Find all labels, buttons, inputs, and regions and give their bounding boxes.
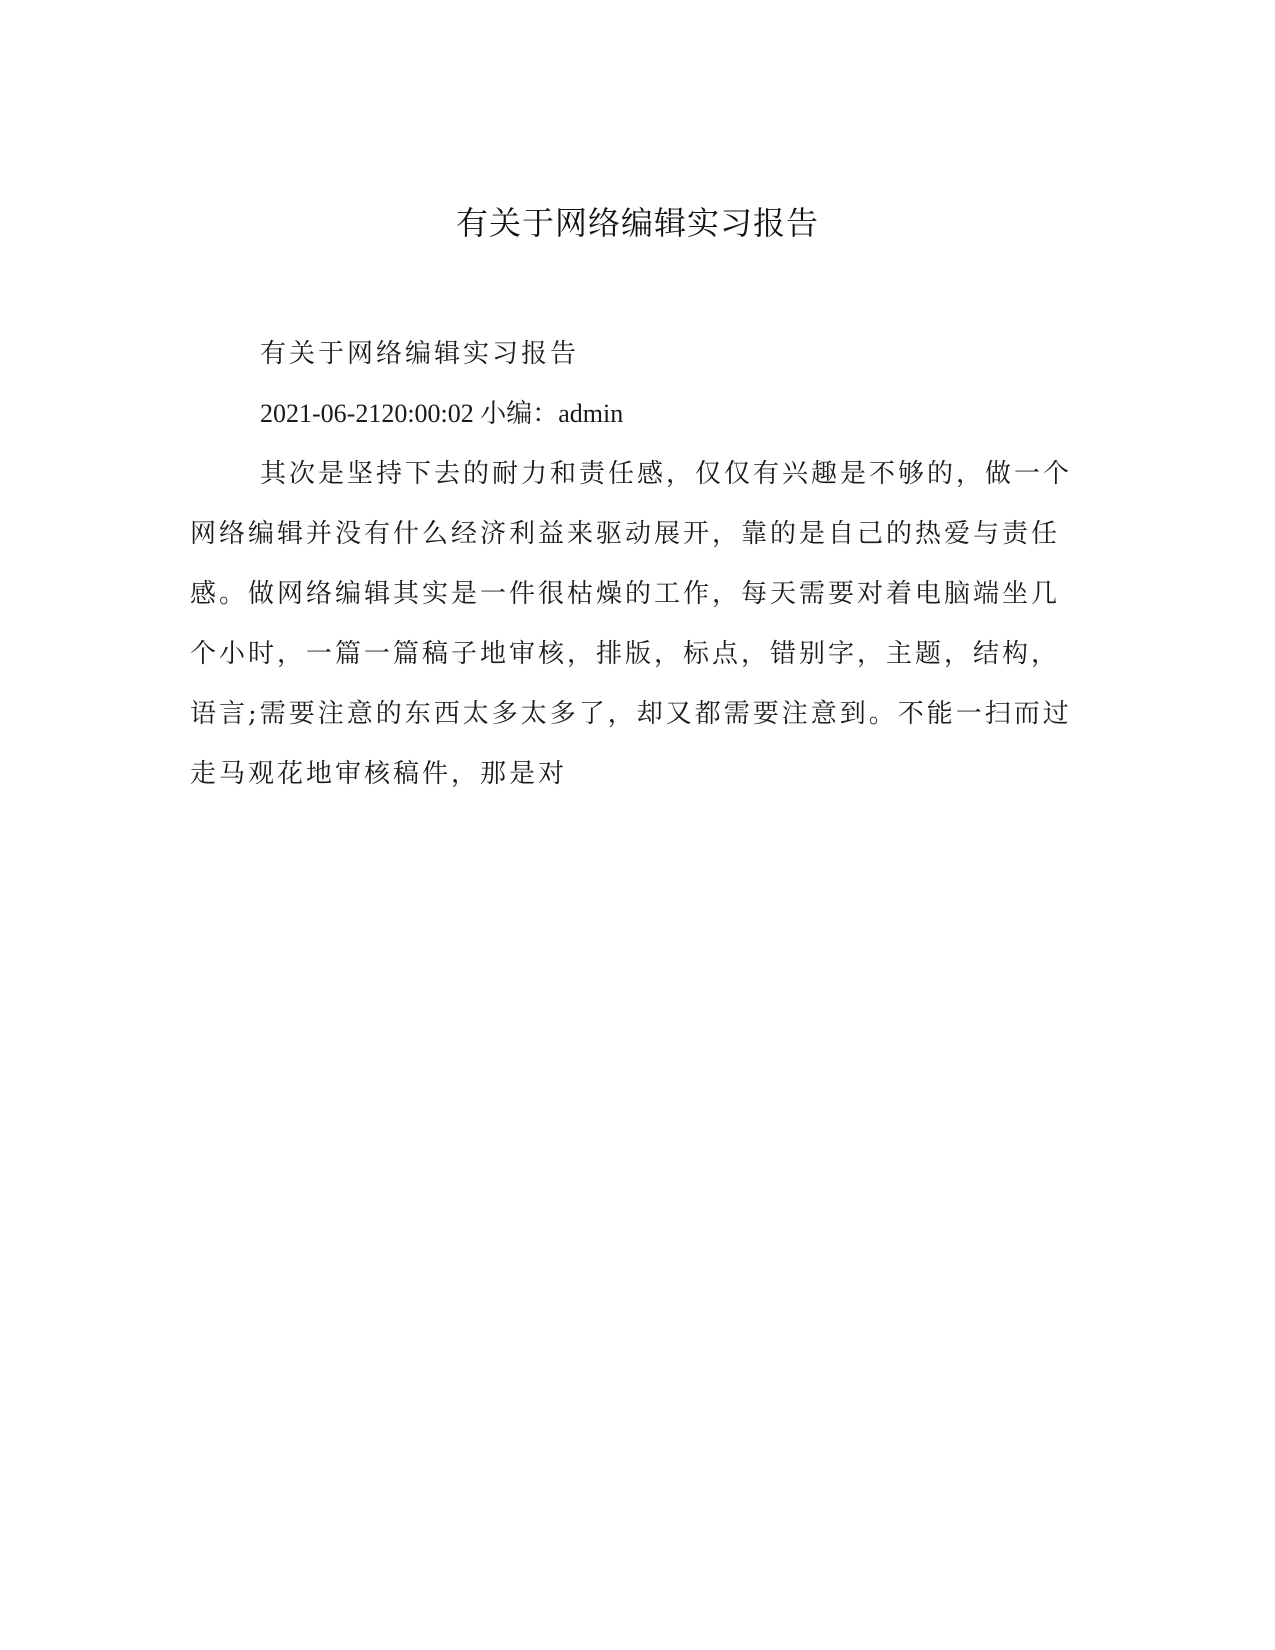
publish-meta: 2021-06-2120:00:02 小编：admin (260, 399, 624, 428)
body-line: 其次是坚持下去的耐力和责任感，仅仅有兴趣是不够的，做一个 (260, 459, 1073, 489)
document-subtitle: 有关于网络编辑实习报告 (260, 339, 580, 369)
body-line: 感。做网络编辑其实是一件很枯燥的工作，每天需要对着电脑端坐几 (190, 579, 1061, 609)
body-line: 个小时，一篇一篇稿子地审核，排版，标点，错别字，主题，结构， (190, 639, 1061, 669)
body-line: 语言;需要注意的东西太多太多了，却又都需要注意到。不能一扫而过 (190, 699, 1072, 729)
body-line: 网络编辑并没有什么经济利益来驱动展开，靠的是自己的热爱与责任 (190, 519, 1061, 549)
document-title: 有关于网络编辑实习报告 (455, 204, 819, 242)
document-body (190, 324, 1090, 804)
body-line: 走马观花地审核稿件，那是对 (190, 759, 568, 789)
